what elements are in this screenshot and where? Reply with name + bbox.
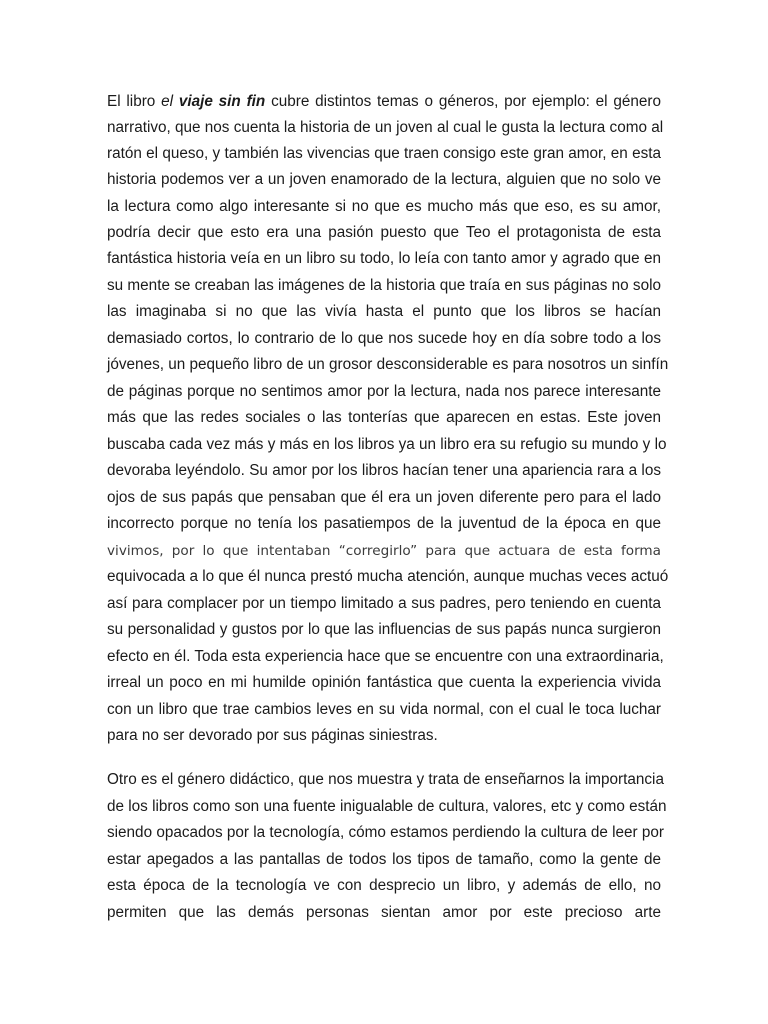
paragraph-1-line: vivimos, por lo que intentaban “corregirlo” para que actuara de esta forma [107, 543, 661, 559]
paragraph-2-line: permiten que las demás personas sientan amor por este precioso arte [107, 904, 661, 921]
paragraph-1-line: con un libro que trae cambios leves en su vida normal, con el cual le toca luchar [107, 701, 661, 718]
paragraph-1-line: fantástica historia veía en un libro su todo, lo leía con tanto amor y agrado que en [107, 250, 661, 267]
paragraph-1-line: de páginas porque no sentimos amor por la lectura, nada nos parece interesante [107, 383, 661, 400]
paragraph-1-line: jóvenes, un pequeño libro de un grosor desconsiderable es para nosotros un sinfín [107, 356, 669, 373]
paragraph-1-line: buscaba cada vez más y más en los libros ya un libro era su refugio su mundo y lo [107, 436, 667, 453]
paragraph-1-line: así para complacer por un tiempo limitado a sus padres, pero teniendo en cuenta [107, 595, 661, 612]
paragraph-1-line: su personalidad y gustos por lo que las influencias de sus papás nunca surgieron [107, 621, 661, 638]
paragraph-1-line: ratón el queso, y también las vivencias que traen consigo este gran amor, en esta [107, 145, 661, 162]
paragraph-2-line: de los libros como son una fuente inigualable de cultura, valores, etc y como están [107, 798, 667, 815]
paragraph-1-line: incorrecto porque no tenía los pasatiempos de la juventud de la época en que [107, 515, 661, 532]
paragraph-1-line: demasiado cortos, lo contrario de lo que nos sucede hoy en día sobre todo a los [107, 330, 661, 347]
paragraph-1-line: su mente se creaban las imágenes de la historia que traía en sus páginas no solo [107, 277, 661, 294]
paragraph-1-line: más que las redes sociales o las tonterías que aparecen en estas. Este joven [107, 409, 661, 426]
paragraph-1-line: las imaginaba si no que las vivía hasta el punto que los libros se hacían [107, 303, 661, 320]
paragraph-1-line: efecto en él. Toda esta experiencia hace que se encuentre con una extraordinaria, [107, 648, 664, 665]
paragraph-1-line: narrativo, que nos cuenta la historia de un joven al cual le gusta la lectura como al [107, 119, 664, 136]
italic-article: el [161, 93, 174, 110]
line-prefix: El libro [107, 93, 162, 110]
paragraph-2-line: siendo opacados por la tecnología, cómo estamos perdiendo la cultura de leer por [107, 824, 664, 841]
line-rest: cubre distintos temas o géneros, por ejemplo: el género [265, 93, 662, 110]
paragraph-1-line: historia podemos ver a un joven enamorado de la lectura, alguien que no solo ve [107, 171, 661, 188]
paragraph-1-line: devoraba leyéndolo. Su amor por los libros hacían tener una apariencia rara a los [107, 462, 661, 479]
paragraph-1-line: podría decir que esto era una pasión puesto que Teo el protagonista de esta [107, 224, 661, 241]
paragraph-2-line: esta época de la tecnología ve con desprecio un libro, y además de ello, no [107, 877, 661, 894]
paragraph-1-line: equivocada a lo que él nunca prestó mucha atención, aunque muchas veces actuó [107, 568, 669, 585]
paragraph-2-line: estar apegados a las pantallas de todos los tipos de tamaño, como la gente de [107, 851, 661, 868]
paragraph-1-line: la lectura como algo interesante si no que es mucho más que eso, es su amor, [107, 198, 661, 215]
book-title: viaje sin fin [178, 93, 266, 110]
paragraph-2-line: Otro es el género didáctico, que nos muestra y trata de enseñarnos la importancia [107, 771, 664, 788]
paragraph-1-line-1 [107, 92, 661, 112]
paragraph-1-line: irreal un poco en mi humilde opinión fantástica que cuenta la experiencia vivida [107, 674, 661, 691]
paragraph-1-line: ojos de sus papás que pensaban que él era un joven diferente pero para el lado [107, 489, 661, 506]
paragraph-1-line: para no ser devorado por sus páginas siniestras. [107, 727, 438, 744]
